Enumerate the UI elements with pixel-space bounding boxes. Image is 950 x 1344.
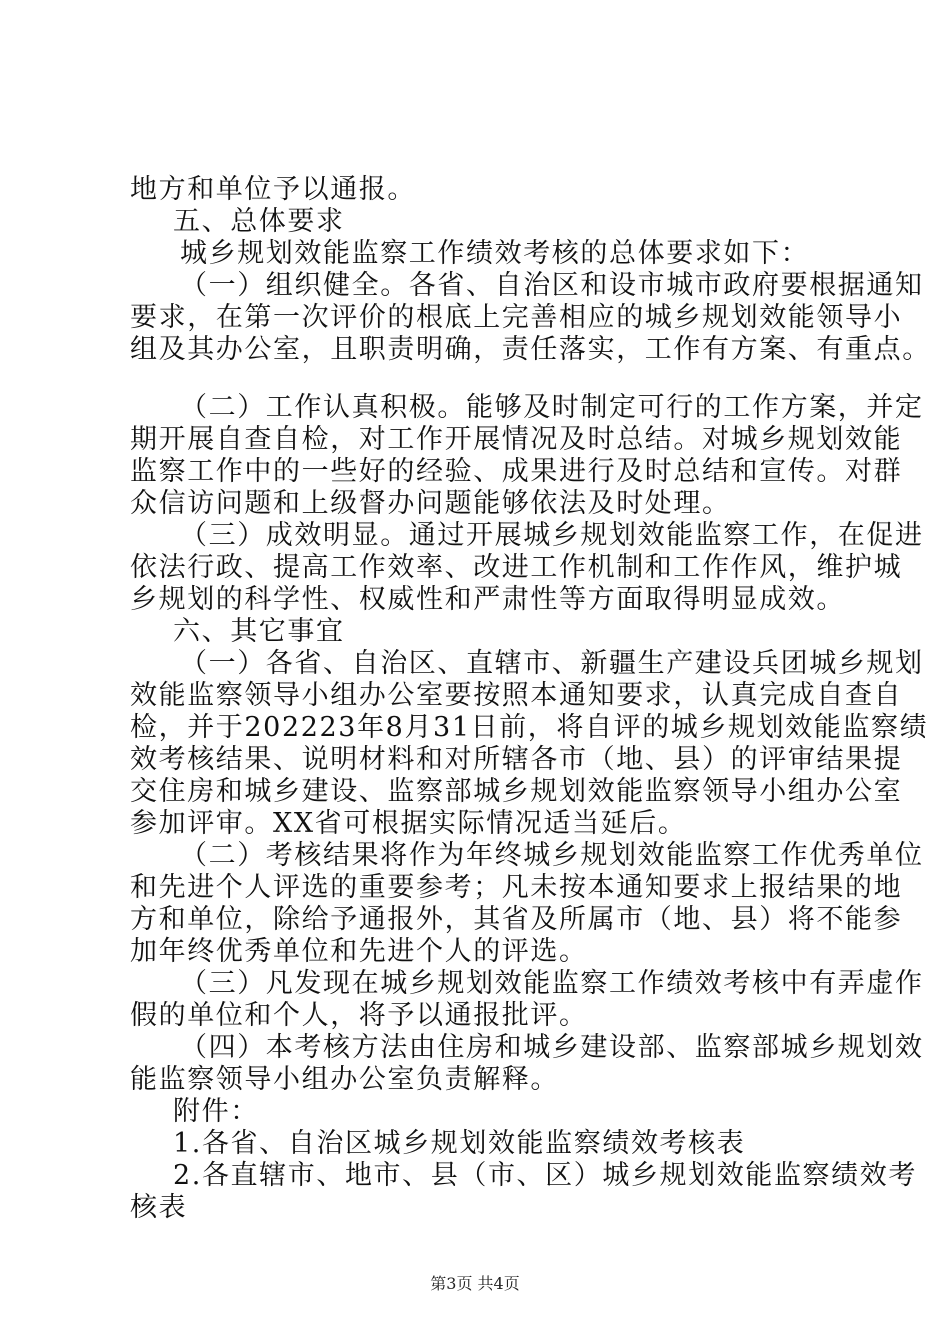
attachment-item-continued: 核表 [130, 1192, 188, 1223]
text-line: 交住房和城乡建设、监察部城乡规划效能监察领导小组办公室 [130, 776, 903, 807]
text-line: 要求，在第一次评价的根底上完善相应的城乡规划效能领导小 [130, 302, 903, 333]
text-line: 效能监察领导小组办公室要按照本通知要求，认真完成自查自 [130, 680, 903, 711]
text-line: 和先进个人评选的重要参考；凡未按本通知要求上报结果的地 [130, 872, 903, 903]
text-line: 依法行政、提高工作效率、改进工作机制和工作作风，维护城 [130, 552, 903, 583]
text-line: （二）工作认真积极。能够及时制定可行的工作方案，并定 [180, 392, 924, 423]
text-line: 加年终优秀单位和先进个人的评选。 [130, 936, 588, 967]
text-line: 监察工作中的一些好的经验、成果进行及时总结和宣传。对群 [130, 456, 903, 487]
text-line: （三）成效明显。通过开展城乡规划效能监察工作，在促进 [180, 520, 924, 551]
text-line: （一）各省、自治区、直辖市、新疆生产建设兵团城乡规划 [180, 648, 924, 679]
text-line: （三）凡发现在城乡规划效能监察工作绩效考核中有弄虚作 [180, 968, 924, 999]
text-line: （一）组织健全。各省、自治区和设市城市政府要根据通知 [180, 270, 924, 301]
text-line: 能监察领导小组办公室负责解释。 [130, 1064, 559, 1095]
text-line: 假的单位和个人，将予以通报批评。 [130, 1000, 588, 1031]
section-heading: 五、总体要求 [173, 206, 345, 237]
section-heading: 六、其它事宜 [173, 616, 345, 647]
text-line: （二）考核结果将作为年终城乡规划效能监察工作优秀单位 [180, 840, 924, 871]
text-line: 众信访问题和上级督办问题能够依法及时处理。 [130, 488, 731, 519]
text-line: 参加评审。XX省可根据实际情况适当延后。 [130, 808, 687, 839]
page-footer: 第3页 共4页 [430, 1274, 520, 1293]
text-line: （四）本考核方法由住房和城乡建设部、监察部城乡规划效 [180, 1032, 924, 1063]
text-line: 地方和单位予以通报。 [130, 174, 416, 205]
text-line: 效考核结果、说明材料和对所辖各市（地、县）的评审结果提 [130, 744, 903, 775]
attachment-heading: 附件： [173, 1096, 259, 1127]
text-line: 期开展自查自检，对工作开展情况及时总结。对城乡规划效能 [130, 424, 903, 455]
text-line: 城乡规划效能监察工作绩效考核的总体要求如下： [180, 238, 810, 269]
attachment-item: 1.各省、自治区城乡规划效能监察绩效考核表 [173, 1128, 746, 1159]
attachment-item: 2.各直辖市、地市、县（市、区）城乡规划效能监察绩效考 [173, 1160, 917, 1191]
text-line: 检，并于202223年8月31日前，将自评的城乡规划效能监察绩 [130, 712, 929, 743]
text-line: 乡规划的科学性、权威性和严肃性等方面取得明显成效。 [130, 584, 845, 615]
text-line: 组及其办公室，且职责明确，责任落实，工作有方案、有重点。 [130, 334, 931, 365]
text-line: 方和单位，除给予通报外，其省及所属市（地、县）将不能参 [130, 904, 903, 935]
